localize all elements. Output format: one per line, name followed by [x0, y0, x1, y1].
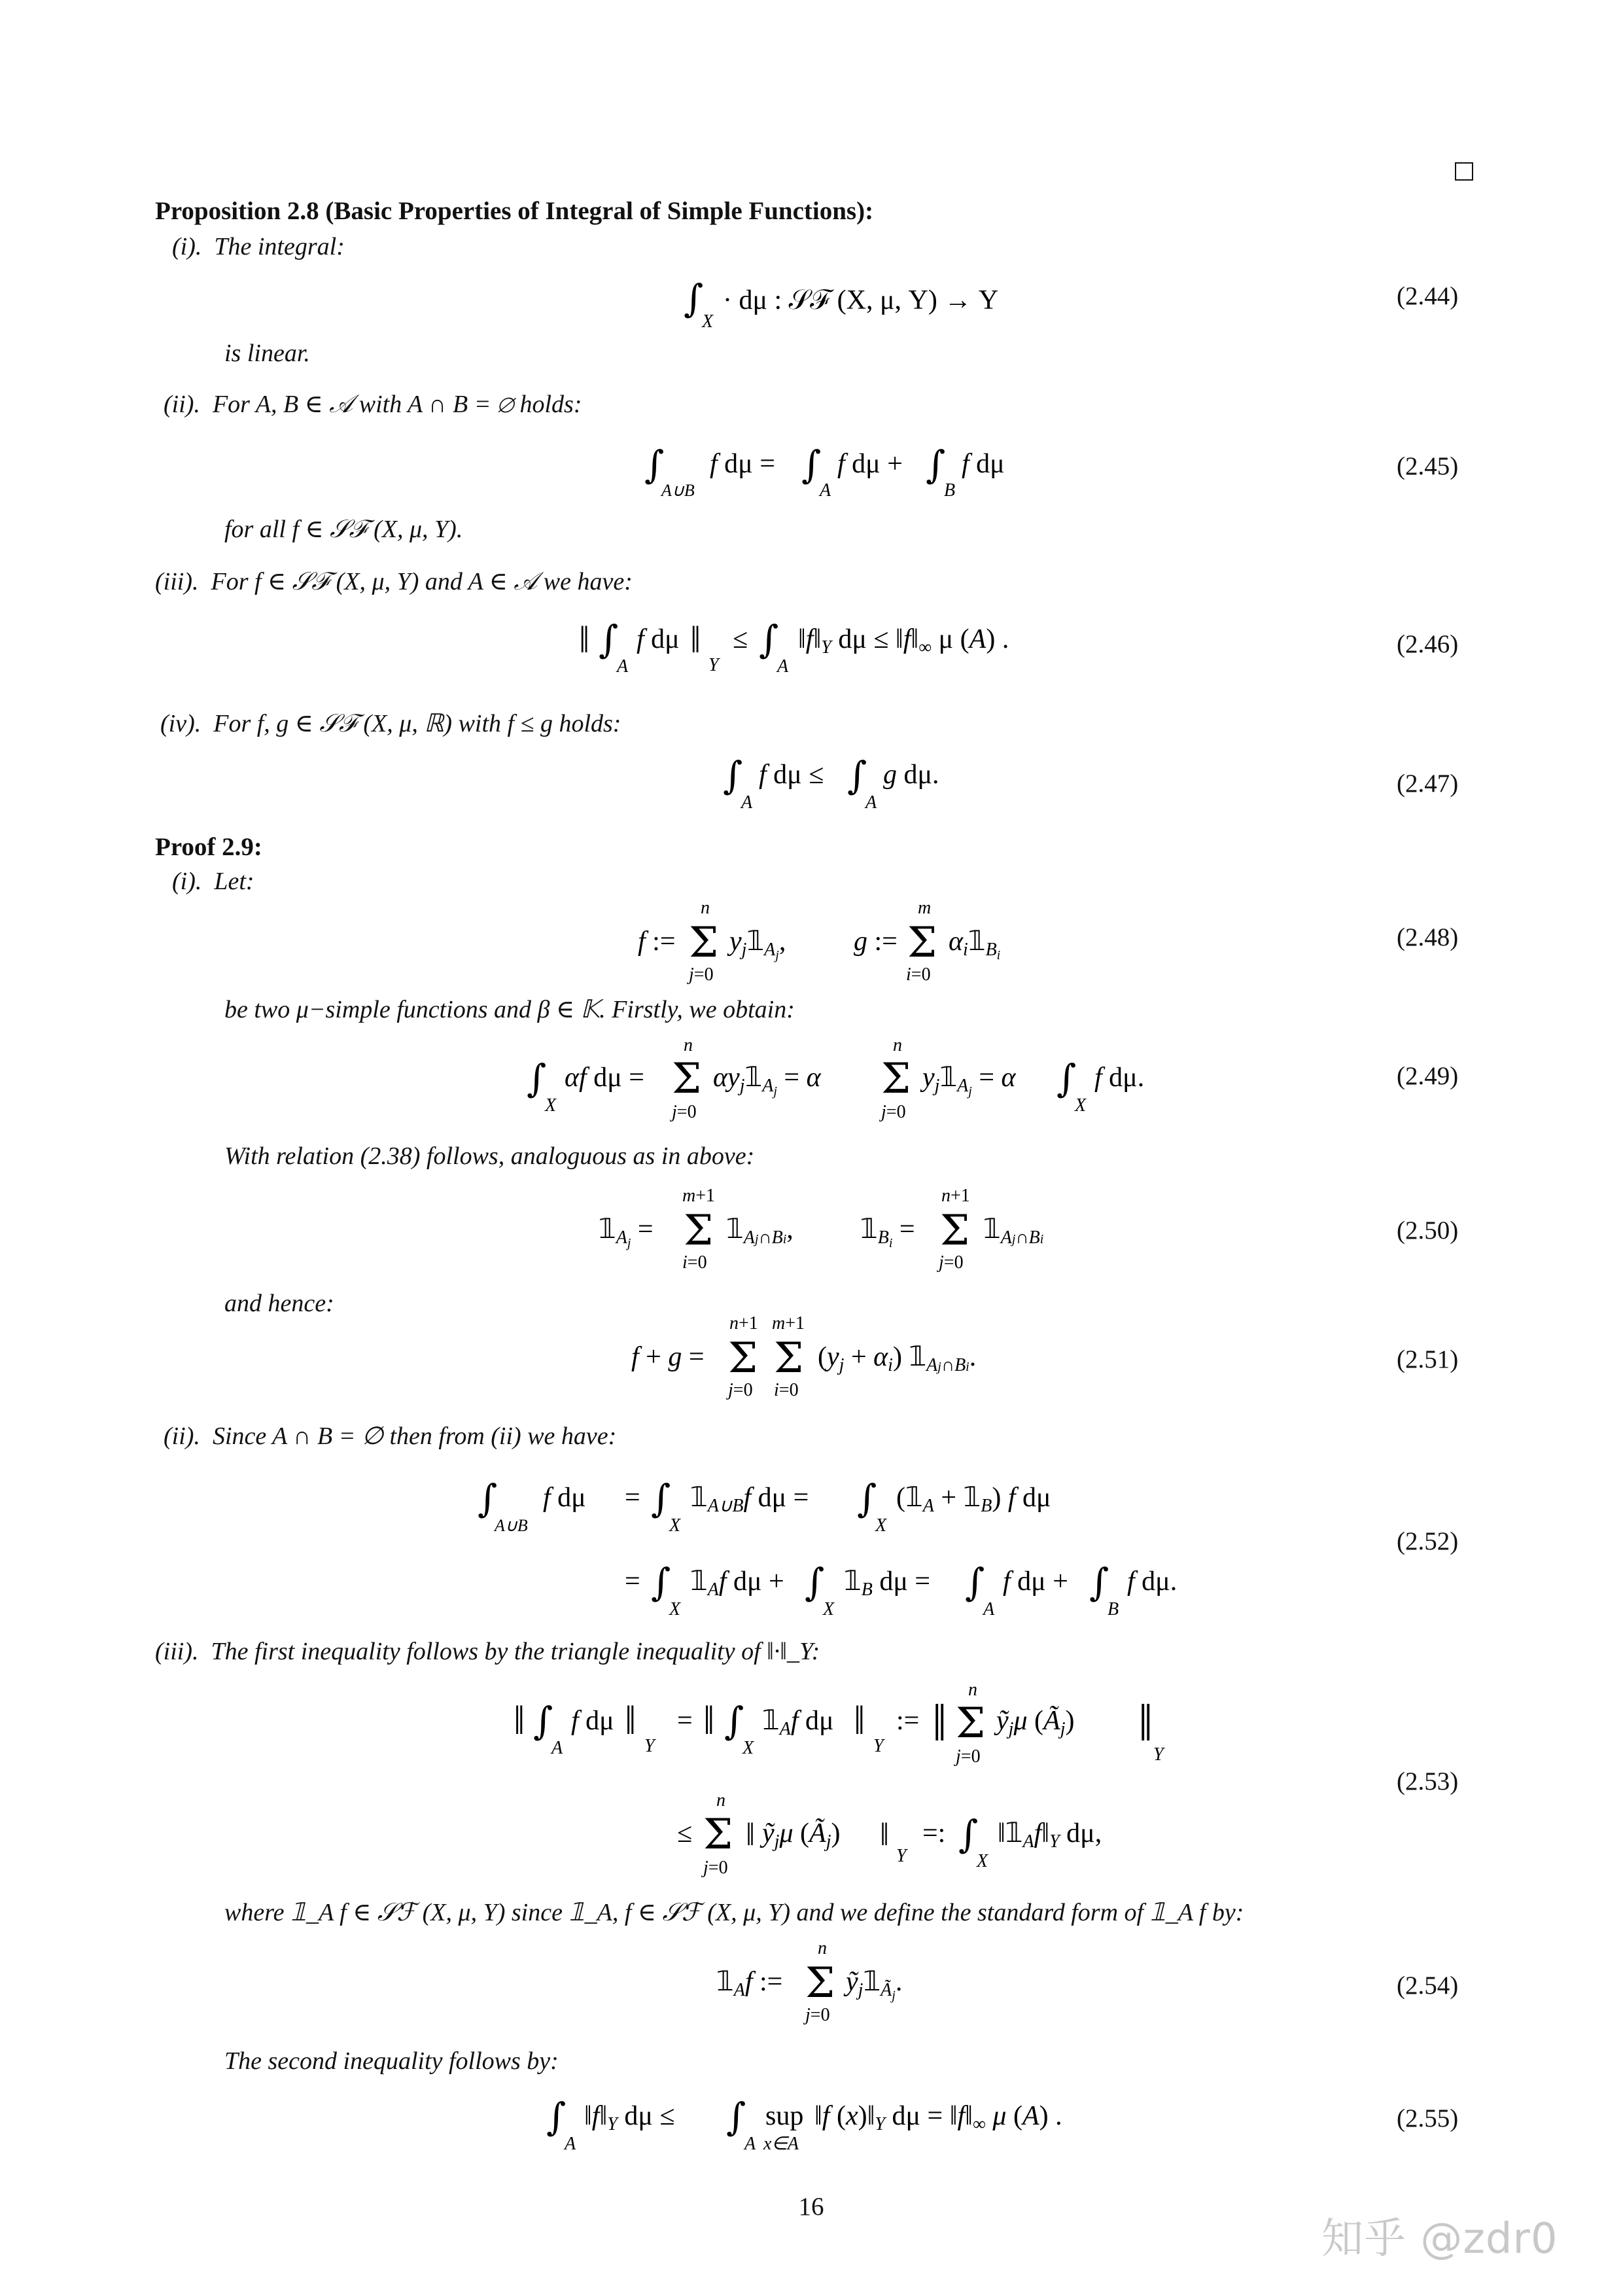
equation-number-2-48: (2.48) — [1397, 923, 1459, 951]
prop-item-iv-text: For f, g ∈ 𝒮ℱ (X, μ, ℝ) with f ≤ g holds: — [213, 710, 621, 737]
equation-2-47 — [716, 749, 965, 828]
equation-number-2-47: (2.47) — [1397, 769, 1459, 798]
svg-text:Σ: Σ — [940, 1207, 970, 1255]
equation-2-55-svg — [546, 2084, 1135, 2176]
svg-text:∫: ∫ — [847, 753, 867, 798]
svg-text:‖f (x)‖Y dμ = ‖f‖∞ μ (A) .: ‖f (x)‖Y dμ = ‖f‖∞ μ (A) . — [814, 2101, 1062, 2134]
svg-text:‖: ‖ — [932, 1695, 947, 1752]
svg-text:=:: =: — [922, 1818, 946, 1848]
svg-text:𝟙Aj∩Bi,: 𝟙Aj∩Bi, — [726, 1214, 794, 1248]
equation-2-45-svg — [638, 438, 1043, 510]
proof-text-where: where 𝟙_A f ∈ 𝒮ℱ (X, μ, Y) since 𝟙_A, f ∈ 𝒮ℱ (X, μ, Y) and we define the standard form of 𝟙_A f by: — [224, 1899, 1244, 1926]
svg-text:j=0: j=0 — [728, 1380, 753, 1400]
svg-text:A: A — [617, 656, 629, 677]
proof-title: Proof 2.9: — [155, 833, 262, 861]
equation-2-55 — [546, 2084, 1135, 2183]
svg-text:j=0: j=0 — [672, 1102, 697, 1122]
equation-number-2-51: (2.51) — [1397, 1345, 1459, 1373]
prop-item-iii-text: For f ∈ 𝒮ℱ (X, μ, Y) and A ∈ 𝒜 we have: — [211, 568, 633, 595]
proof-item-ii-label: (ii). — [164, 1422, 200, 1450]
proof-item-i — [172, 867, 254, 896]
equation-2-53 — [514, 1678, 1168, 1895]
svg-text:· dμ : 𝒮ℱ (X, μ, Y) → Y: · dμ : 𝒮ℱ (X, μ, Y) → Y — [723, 285, 999, 315]
svg-text:∫: ∫ — [926, 442, 946, 487]
prop-item-i — [172, 232, 345, 261]
proof-text-relation: With relation (2.38) follows, analoguous as in above: — [224, 1142, 755, 1170]
svg-text:f dμ: f dμ — [962, 449, 1005, 479]
svg-text:f dμ +: f dμ + — [837, 449, 903, 479]
svg-text:‖: ‖ — [514, 1699, 525, 1743]
equation-number-2-44: (2.44) — [1397, 282, 1459, 310]
proof-item-iii-label: (iii). — [155, 1638, 199, 1665]
equation-2-44 — [671, 275, 1011, 347]
svg-text:‖: ‖ — [579, 618, 590, 661]
svg-text:f dμ: f dμ — [637, 624, 680, 654]
svg-text:∫: ∫ — [801, 442, 822, 487]
svg-text:j=0: j=0 — [689, 964, 714, 985]
svg-text:αyj𝟙Aj = α: αyj𝟙Aj = α — [713, 1063, 821, 1099]
svg-text:Σ: Σ — [956, 1699, 986, 1748]
svg-text::=: := — [896, 1706, 920, 1736]
page-number: 16 — [798, 2193, 824, 2221]
svg-text:‖: ‖ — [625, 1699, 637, 1743]
prop-item-forall: for all f ∈ 𝒮ℱ (X, μ, Y). — [224, 516, 463, 543]
equation-2-50 — [599, 1184, 1083, 1290]
svg-text:𝟙Af :=: 𝟙Af := — [716, 1967, 783, 2000]
svg-text:ỹjμ (Ãj): ỹjμ (Ãj) — [996, 1706, 1075, 1739]
svg-text:A∪B: A∪B — [495, 1516, 528, 1535]
svg-text:(𝟙A + 𝟙B) f dμ: (𝟙A + 𝟙B) f dμ — [896, 1483, 1051, 1516]
svg-text:i=0: i=0 — [774, 1380, 799, 1400]
svg-text:𝟙Af dμ: 𝟙Af dμ — [762, 1706, 834, 1739]
equation-2-46-svg — [579, 612, 1102, 690]
svg-text:yj𝟙Aj = α: yj𝟙Aj = α — [922, 1063, 1016, 1099]
equation-2-45 — [638, 438, 1043, 518]
equation-number-2-50: (2.50) — [1397, 1216, 1459, 1245]
svg-text:‖: ‖ — [854, 1699, 865, 1743]
proof-item-i-text: Let: — [214, 868, 254, 895]
svg-text:X: X — [823, 1599, 835, 1619]
equation-2-51 — [631, 1312, 1050, 1417]
svg-text:=: = — [625, 1483, 640, 1513]
svg-text:𝟙B dμ =: 𝟙B dμ = — [844, 1566, 931, 1600]
svg-text:j=0: j=0 — [805, 2005, 830, 2025]
svg-text:𝟙Af dμ +: 𝟙Af dμ + — [690, 1566, 784, 1600]
equation-2-49 — [527, 1034, 1155, 1139]
prop-item-iv — [160, 709, 621, 738]
svg-text:g :=: g := — [854, 927, 898, 957]
svg-text:f + g =: f + g = — [631, 1342, 705, 1372]
svg-text:yj𝟙Aj,: yj𝟙Aj, — [729, 927, 786, 963]
svg-text:X: X — [1075, 1095, 1087, 1116]
svg-text:∫: ∫ — [1089, 1560, 1109, 1604]
equation-2-48 — [638, 896, 1043, 1002]
equation-2-51-svg — [631, 1312, 1050, 1410]
equation-2-54 — [716, 1937, 965, 2042]
svg-text:n: n — [684, 1035, 693, 1055]
svg-text:‖: ‖ — [690, 618, 701, 661]
svg-text:x∈A: x∈A — [763, 2134, 799, 2154]
svg-text:A: A — [744, 2134, 756, 2154]
svg-text:=: = — [677, 1706, 693, 1736]
equation-number-2-53: (2.53) — [1397, 1767, 1459, 1795]
svg-text:X: X — [977, 1851, 988, 1871]
svg-text:Σ: Σ — [672, 1055, 702, 1103]
svg-text:m+1: m+1 — [682, 1186, 716, 1206]
equation-2-44-svg — [671, 275, 1011, 340]
svg-text:f :=: f := — [638, 927, 676, 957]
svg-text:∫: ∫ — [599, 617, 619, 662]
svg-text:Σ: Σ — [881, 1055, 911, 1103]
svg-text:n: n — [893, 1035, 902, 1055]
svg-text:n: n — [968, 1680, 977, 1700]
svg-text:ỹj𝟙Ãj.: ỹj𝟙Ãj. — [846, 1967, 903, 2003]
equation-2-52-svg — [478, 1466, 1204, 1636]
svg-text:A: A — [777, 656, 789, 677]
svg-text:∫: ∫ — [759, 617, 779, 662]
svg-text:∫: ∫ — [958, 1812, 979, 1856]
svg-text:m: m — [918, 898, 932, 918]
equation-number-2-54: (2.54) — [1397, 1971, 1459, 2000]
svg-text:‖: ‖ — [880, 1816, 890, 1852]
svg-text:f dμ: f dμ — [571, 1706, 614, 1736]
svg-text:X: X — [545, 1095, 557, 1116]
svg-text:(yj + αi) 𝟙Aj∩Bi.: (yj + αi) 𝟙Aj∩Bi. — [818, 1342, 977, 1375]
svg-text:𝟙A∪Bf dμ =: 𝟙A∪Bf dμ = — [690, 1483, 809, 1516]
equation-number-2-55: (2.55) — [1397, 2104, 1459, 2132]
svg-text:Σ: Σ — [689, 919, 719, 967]
prop-item-ii-label: (ii). — [164, 391, 200, 418]
svg-text:∫: ∫ — [726, 2094, 746, 2139]
svg-text:Σ: Σ — [728, 1334, 758, 1383]
prop-item-i-text: The integral: — [214, 233, 345, 260]
svg-text:A: A — [565, 2134, 576, 2154]
svg-text:X: X — [669, 1515, 681, 1536]
svg-text:≤: ≤ — [677, 1818, 693, 1848]
prop-item-iii — [155, 567, 633, 596]
svg-text:∫: ∫ — [651, 1560, 671, 1604]
svg-text:sup: sup — [765, 2101, 804, 2131]
equation-number-2-46: (2.46) — [1397, 630, 1459, 658]
svg-text:∫: ∫ — [546, 2094, 567, 2139]
svg-text:X: X — [875, 1515, 887, 1536]
svg-text:Σ: Σ — [703, 1810, 733, 1859]
equation-2-53-svg — [514, 1678, 1168, 1888]
proof-item-ii — [164, 1421, 616, 1451]
svg-text:‖f‖Y dμ ≤ ‖f‖∞ μ (A) .: ‖f‖Y dμ ≤ ‖f‖∞ μ (A) . — [798, 624, 1009, 658]
prop-item-i-label: (i). — [172, 233, 202, 260]
svg-text:i=0: i=0 — [906, 964, 931, 985]
svg-text:j=0: j=0 — [881, 1102, 906, 1122]
svg-text:n+1: n+1 — [729, 1313, 758, 1333]
svg-text:n: n — [716, 1790, 725, 1810]
svg-text:‖𝟙Af‖Y dμ,: ‖𝟙Af‖Y dμ, — [998, 1818, 1102, 1852]
equation-number-2-52: (2.52) — [1397, 1527, 1459, 1555]
equation-2-49-svg — [527, 1034, 1155, 1132]
equation-2-48-svg — [638, 896, 1043, 995]
svg-text:∫: ∫ — [684, 276, 704, 321]
svg-text:X: X — [669, 1599, 681, 1619]
svg-text:f dμ.: f dμ. — [1094, 1063, 1145, 1093]
svg-text:Y: Y — [644, 1736, 655, 1756]
svg-text:Σ: Σ — [684, 1207, 714, 1255]
svg-text:∫: ∫ — [724, 1699, 744, 1743]
svg-text:B: B — [944, 480, 956, 501]
proof-text-two-simple: be two μ−simple functions and β ∈ 𝕂. Firstly, we obtain: — [224, 996, 795, 1023]
svg-text:A∪B: A∪B — [661, 481, 695, 500]
svg-text:n: n — [818, 1938, 827, 1958]
equation-2-52 — [478, 1466, 1204, 1643]
prop-item-ii — [164, 389, 582, 419]
svg-text:Σ: Σ — [805, 1959, 835, 2007]
svg-text:𝟙Bi =: 𝟙Bi = — [860, 1214, 915, 1250]
svg-text:i=0: i=0 — [682, 1252, 707, 1273]
svg-text:f dμ ≤: f dμ ≤ — [759, 760, 824, 790]
proposition-title: Proposition 2.8 (Basic Properties of Integral of Simple Functions): — [155, 197, 874, 225]
svg-text:Y: Y — [873, 1736, 884, 1756]
svg-text:Σ: Σ — [907, 919, 937, 967]
svg-text:∫: ∫ — [857, 1476, 877, 1521]
svg-text:Y: Y — [708, 655, 719, 675]
svg-text:∫: ∫ — [527, 1056, 547, 1101]
svg-text:g dμ.: g dμ. — [883, 760, 939, 790]
svg-text:n: n — [701, 898, 710, 918]
svg-text:f dμ.: f dμ. — [1127, 1566, 1178, 1597]
svg-text:B: B — [1108, 1599, 1119, 1619]
svg-text:‖f‖Y dμ ≤: ‖f‖Y dμ ≤ — [584, 2101, 675, 2134]
prop-item-iii-label: (iii). — [155, 568, 199, 595]
svg-text:A: A — [865, 792, 877, 813]
svg-text:f dμ =: f dμ = — [710, 449, 775, 479]
svg-text:∫: ∫ — [1056, 1056, 1077, 1101]
svg-text:A: A — [741, 792, 753, 813]
proof-text-hence: and hence: — [224, 1290, 334, 1317]
svg-text:Y: Y — [896, 1846, 907, 1866]
prop-item-ii-text: For A, B ∈ 𝒜 with A ∩ B = ∅ holds: — [212, 391, 582, 418]
svg-text:αi𝟙Bi: αi𝟙Bi — [949, 927, 1001, 963]
svg-text:X: X — [702, 311, 714, 332]
svg-text:∫: ∫ — [805, 1560, 825, 1604]
svg-text:αf dμ =: αf dμ = — [565, 1063, 644, 1093]
svg-text:Y: Y — [1153, 1744, 1164, 1765]
equation-2-54-svg — [716, 1937, 965, 2035]
svg-text:A: A — [820, 480, 831, 501]
svg-text:Σ: Σ — [774, 1334, 804, 1383]
proof-item-i-label: (i). — [172, 868, 202, 895]
svg-text:‖: ‖ — [703, 1699, 715, 1743]
svg-text:∫: ∫ — [651, 1476, 671, 1521]
svg-text:=: = — [625, 1566, 640, 1597]
svg-text:j=0: j=0 — [956, 1746, 981, 1767]
svg-text:‖: ‖ — [746, 1816, 756, 1852]
svg-text:∫: ∫ — [965, 1560, 985, 1604]
proof-text-second-inequality: The second inequality follows by: — [224, 2047, 559, 2075]
equation-2-50-svg — [599, 1184, 1083, 1282]
svg-text:‖: ‖ — [1138, 1695, 1153, 1752]
prop-item-iv-label: (iv). — [160, 710, 201, 737]
svg-text:f dμ: f dμ — [543, 1483, 586, 1513]
svg-text:𝟙Aj =: 𝟙Aj = — [599, 1214, 654, 1250]
equation-number-2-49: (2.49) — [1397, 1062, 1459, 1090]
svg-text:∫: ∫ — [533, 1699, 553, 1743]
svg-text:n+1: n+1 — [941, 1186, 970, 1206]
proof-item-iii-text: The first inequality follows by the triangle inequality of ‖·‖_Y: — [211, 1638, 820, 1665]
svg-text:m+1: m+1 — [772, 1313, 805, 1333]
svg-text:∫: ∫ — [644, 442, 665, 487]
svg-text:𝟙Aj∩Bi: 𝟙Aj∩Bi — [983, 1214, 1044, 1248]
equation-number-2-45: (2.45) — [1397, 452, 1459, 480]
svg-text:∫: ∫ — [478, 1476, 498, 1521]
svg-text:A: A — [551, 1738, 563, 1758]
equation-2-47-svg — [716, 749, 965, 821]
svg-text:∫: ∫ — [723, 753, 743, 798]
svg-text:≤: ≤ — [733, 624, 748, 654]
svg-text:X: X — [742, 1738, 754, 1758]
prop-item-linear: is linear. — [224, 340, 310, 367]
svg-text:ỹjμ (Ãj): ỹjμ (Ãj) — [762, 1818, 841, 1852]
svg-text:f dμ +: f dμ + — [1003, 1566, 1068, 1597]
proof-item-ii-text: Since A ∩ B = ∅ then from (ii) we have: — [212, 1422, 617, 1450]
proof-item-iii — [155, 1637, 820, 1666]
svg-text:j=0: j=0 — [939, 1252, 964, 1273]
svg-text:A: A — [983, 1599, 995, 1619]
equation-2-46 — [579, 612, 1102, 698]
watermark: 知乎 @zdr0 — [1321, 2215, 1558, 2263]
qed-symbol — [1455, 162, 1473, 181]
svg-text:j=0: j=0 — [703, 1858, 728, 1878]
